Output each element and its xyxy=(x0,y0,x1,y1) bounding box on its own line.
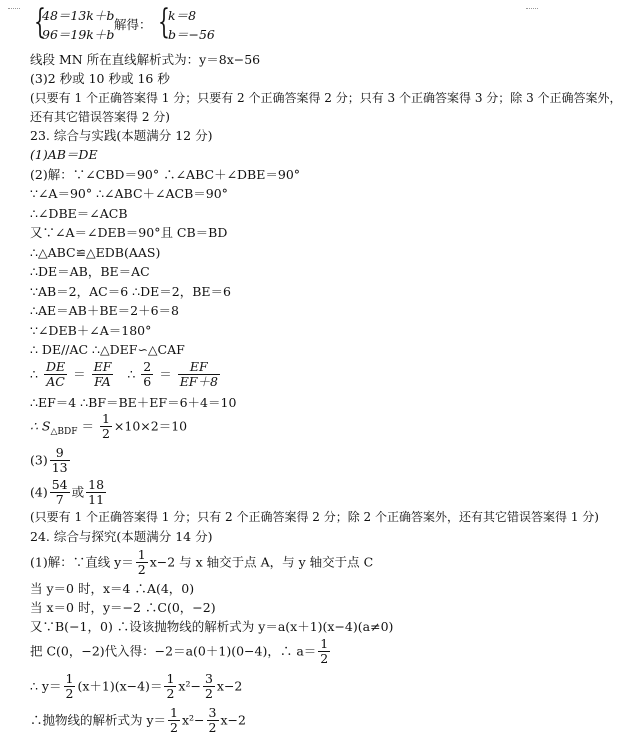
q24-line: 当 y＝0 时，x＝4 ∴A(4，0) xyxy=(30,581,195,596)
corner-mark xyxy=(8,8,20,12)
q23-line: 又∵∠A＝∠DEB＝90°且 CB＝BD xyxy=(30,225,228,240)
scoring-note-1a: (只要有 1 个正确答案得 1 分；只要有 2 个正确答案得 2 分；只有 3 个正确答案得 3 分；除 3 个正确答案外， xyxy=(30,91,622,105)
fraction: $\frac{EF}{EF+8}$ xyxy=(179,359,218,390)
q23-line: (1)AB＝DE xyxy=(30,147,98,162)
fraction: $\frac{1}{2}$ xyxy=(170,705,178,736)
q24-result: ∴抛物线的解析式为 y＝ $\frac{1}{2}$ x²− $\frac{3}{2}$ x−2 xyxy=(30,705,246,736)
q23-line: ∴AE＝AB＋BE＝2＋6＝8 xyxy=(30,303,179,318)
fraction: $\frac{1}{2}$ xyxy=(65,671,74,702)
part-3-answer: (3)2 秒或 10 秒或 16 秒 xyxy=(30,71,170,86)
fraction: $\frac{1}{2}$ xyxy=(101,411,110,442)
q23-line: ∵AB＝2，AC＝6 ∴DE＝2，BE＝6 xyxy=(30,284,231,299)
fraction: $\frac{2}{6}$ xyxy=(143,359,152,390)
q23-line: (2)解：∵∠CBD＝90° ∴∠ABC＋∠DBE＝90° xyxy=(30,167,301,182)
q23-line: ∴△ABC≌△EDB(AAS) xyxy=(30,245,161,260)
right-brace: { xyxy=(158,2,170,42)
solve-label: 解得： xyxy=(114,17,152,32)
solution-row-1: k＝8 xyxy=(168,8,197,23)
area-equation: ∴ $S_{\triangle BDF}$ ＝ $\frac{1}{2}$ ×10×2＝10 xyxy=(30,411,188,442)
fraction: $\frac{3}{2}$ xyxy=(204,671,213,702)
fraction: $\frac{DE}{AC}$ xyxy=(45,359,66,390)
q23-line: ∵∠DEB＋∠A＝180° xyxy=(30,323,152,338)
q24-line: 又∵B(−1，0) ∴设该抛物线的解析式为 y＝a(x＋1)(x−4)(a≠0) xyxy=(30,619,394,634)
solution-row-2: b＝−56 xyxy=(168,27,215,42)
equation-row-1: 48＝13k＋b xyxy=(42,8,115,23)
q24-line: 当 x＝0 时，y＝−2 ∴C(0，−2) xyxy=(30,600,216,615)
ratio-equation: ∴ $\frac{DE}{AC}$ ＝ $\frac{EF}{FA}$ ∴ $\frac{2}{6}$ ＝ $\frac{EF}{EF+8}$ xyxy=(30,359,218,390)
fraction: $\frac{54}{7}$ xyxy=(51,477,68,508)
q23-line: ∵∠A＝90° ∴∠ABC＋∠ACB＝90° xyxy=(30,186,228,201)
fraction: $\frac{18}{11}$ xyxy=(88,477,105,508)
q23-line: ∴ DE//AC ∴△DEF∽△CAF xyxy=(30,342,185,357)
q23-line: ∴∠DBE＝∠ACB xyxy=(30,206,128,221)
scoring-note-1b: 还有其它错误答案得 2 分) xyxy=(30,110,170,124)
left-brace: { xyxy=(34,2,46,42)
q24-line-1: (1)解：∵直线 y＝ $\frac{1}{2}$ x−2 与 x 轴交于点 A，与 y 轴交于点 C xyxy=(30,547,374,578)
part-3-fraction: (3) $\frac{9}{13}$ xyxy=(30,445,68,476)
part-4-fractions: (4) $\frac{54}{7}$ 或 $\frac{18}{11}$ xyxy=(30,477,105,508)
fraction: $\frac{EF}{FA}$ xyxy=(93,359,112,390)
equation-row-2: 96＝19k＋b xyxy=(42,27,115,42)
corner-mark xyxy=(526,8,538,12)
question-23-title: 23. 综合与实践(本题满分 12 分) xyxy=(30,128,213,143)
q24-substitute: 把 C(0，−2)代入得：−2＝a(0＋1)(0−4)，∴ a＝ $\frac{1}{2}$ xyxy=(30,636,329,667)
question-24-title: 24. 综合与探究(本题满分 14 分) xyxy=(30,529,213,544)
fraction: $\frac{9}{13}$ xyxy=(51,445,68,476)
fraction: $\frac{1}{2}$ xyxy=(137,547,146,578)
q23-line: ∴EF＝4 ∴BF＝BE＋EF＝6＋4＝10 xyxy=(30,395,237,410)
scoring-note-2: (只要有 1 个正确答案得 1 分；只有 2 个正确答案得 2 分；除 2 个正确答案外，还有其它错误答案得 1 分) xyxy=(30,510,599,524)
q24-expand: ∴ y＝ $\frac{1}{2}$ (x＋1)(x−4)＝ $\frac{1}{2}$ x²− $\frac{3}{2}$ x−2 xyxy=(30,671,243,702)
fraction: $\frac{1}{2}$ xyxy=(320,636,329,667)
fraction: $\frac{3}{2}$ xyxy=(208,705,217,736)
fraction: $\frac{1}{2}$ xyxy=(166,671,175,702)
q23-line: ∴DE＝AB，BE＝AC xyxy=(30,264,150,279)
line-mn-equation: 线段 MN 所在直线解析式为：y＝8x−56 xyxy=(30,52,261,67)
